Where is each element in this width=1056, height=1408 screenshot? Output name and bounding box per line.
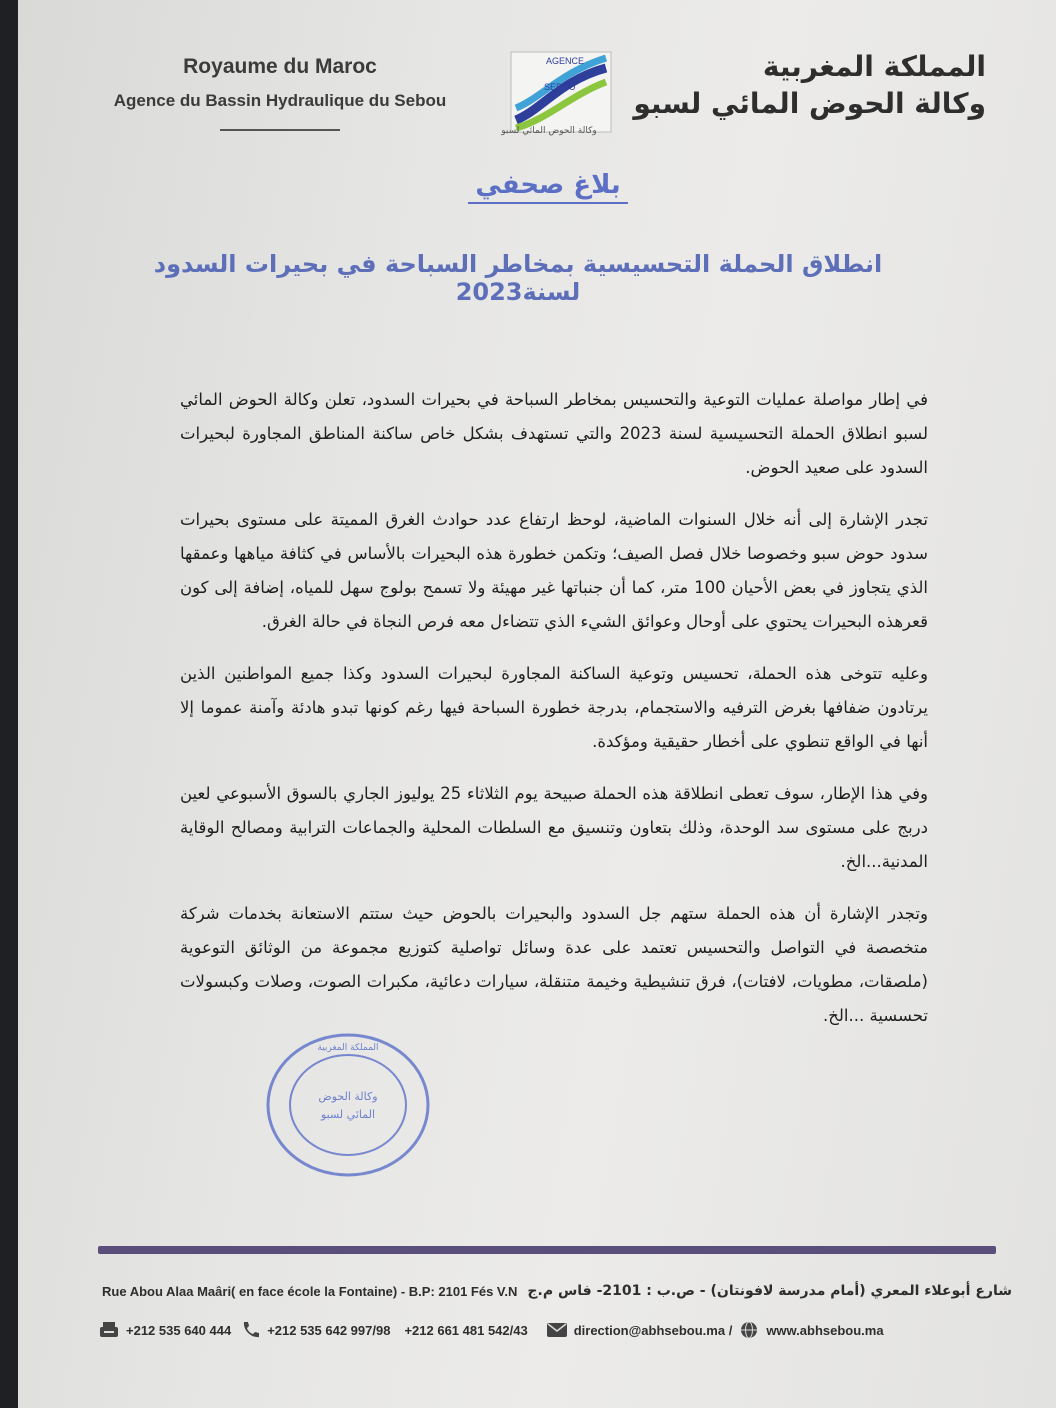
press-release-title: بلاغ صحفي	[468, 170, 628, 204]
paragraph: وعليه تتوخى هذه الحملة، تحسيس وتوعية الساكنة المجاورة لبحيرات السدود وكذا جميع المواطنين الذين يرتادون ضفافها بغرض الترفيه والاستجمام، بدرجة خطورة السباحة فيها رغم كونها تبدو هادئة وآمنة عموما إلا أنها في الواقع تنطوي على أخطار حقيقية ومؤكدة.	[180, 664, 928, 751]
header-divider	[220, 129, 340, 131]
svg-text:المائي لسبو: المائي لسبو	[320, 1108, 376, 1121]
email-icon	[546, 1320, 568, 1340]
french-agency-name: Agence du Bassin Hydraulique du Sebou	[113, 91, 447, 110]
french-header	[110, 55, 450, 131]
paragraph: وتجدر الإشارة أن هذه الحملة ستهم جل السدود والبحيرات بالحوض حيث ستتم الاستعانة بخدمات شركة متخصصة في التواصل والتحسيس تعتمد على عدة وسائل تواصلية كتوزيع مجموعة من الوثائق التوعوية (ملصقات، مطويات، لافتات)، فرق تنشيطية وخيمة متنقلة، سيارات دعائية، مكبرات الصوت، وصلات وكبسولات تحسسية ...الخ.	[180, 904, 928, 1025]
arabic-agency-name: وكالة الحوض المائي لسبو	[633, 87, 986, 120]
footer-address-row	[98, 1282, 1012, 1300]
svg-text:وكالة الحوض: وكالة الحوض	[318, 1090, 378, 1103]
svg-text:المملكة المغربية: المملكة المغربية	[317, 1043, 379, 1053]
body-text	[180, 383, 928, 1051]
globe-icon	[738, 1320, 760, 1340]
french-country-name: Royaume du Maroc	[183, 55, 377, 78]
fax-icon	[98, 1320, 120, 1340]
website-link[interactable]: www.abhsebou.ma	[766, 1322, 884, 1338]
logo-caption: وكالة الحوض المائي لسبو	[501, 126, 597, 136]
phone-icon	[239, 1320, 261, 1340]
headline: انطلاق الحملة التحسيسية بمخاطر السباحة في بحيرات السدود لسنة2023	[153, 250, 883, 306]
phone-number: +212 535 642 997/98	[267, 1322, 391, 1338]
address-french: Rue Abou Alaa Maâri( en face école la Fontaine) - B.P: 2101 Fés V.N	[102, 1283, 518, 1299]
arabic-header	[626, 50, 986, 120]
email-link[interactable]: direction@abhsebou.ma /	[573, 1322, 733, 1338]
paragraph: وفي هذا الإطار، سوف تعطى انطلاقة هذه الحملة صبيحة يوم الثلاثاء 25 يوليوز الجاري بالسوق الأسبوعي لعين دربج على مستوى سد الوحدة، وذلك بتعاون وتنسيق مع السلطات المحلية والجماعات الترابية ومصالح الوقاية المدنية...الخ.	[180, 784, 928, 871]
arabic-country-name: المملكة المغربية	[762, 50, 986, 83]
paragraph: تجدر الإشارة إلى أنه خلال السنوات الماضية، لوحظ ارتفاع عدد حوادث الغرق المميتة على مستوى بحيرات سدود حوض سبو وخصوصا خلال فصل الصيف؛ وتكمن خطورة هذه البحيرات بالأساس في كثافة مياهها وعمقها الذي يتجاوز في بعض الأحيان 100 متر، كما أن جنباتها غير مهيئة ولا تسمح بولوج سهل للمياه، إضافة إلى كون قعرهذه البحيرات يحتوي على أوحال وعوائق الشيء الذي تتضاءل معه فرص النجاة في حالة الغرق.	[180, 510, 928, 631]
footer-divider	[98, 1246, 996, 1254]
paragraph: في إطار مواصلة عمليات التوعية والتحسيس بمخاطر السباحة في بحيرات السدود، تعلن وكالة الحوض المائي لسبو انطلاق الحملة التحسيسية لسنة 2023 والتي تستهدف بشكل خاص ساكنة المناطق المجاورة لبحيرات السدود على صعيد الحوض.	[180, 390, 928, 477]
logo-text-top: AGENCE	[546, 56, 585, 66]
logo-text-bottom: SEBOU	[544, 82, 576, 92]
address-arabic: شارع أبوعلاء المعري (أمام مدرسة لافونتان) - ص.ب : 2101- فاس م.ج	[527, 1283, 1012, 1299]
footer-contact-row	[98, 1320, 996, 1340]
letter-page	[18, 0, 1056, 1408]
mobile-number: +212 661 481 542/43	[404, 1322, 528, 1338]
fax-number: +212 535 640 444	[126, 1322, 232, 1338]
official-stamp	[263, 1030, 433, 1180]
